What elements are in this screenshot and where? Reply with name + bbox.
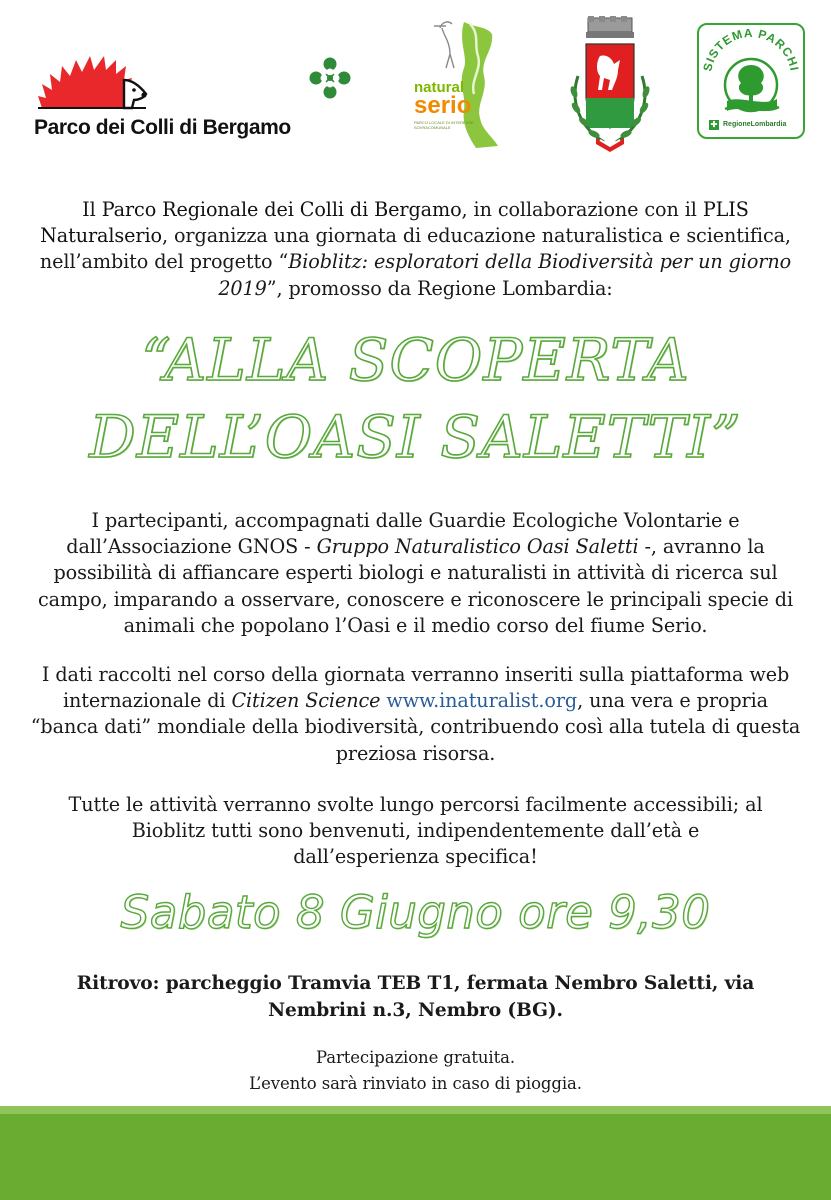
organizer-name: Parco Regionale dei Colli di Bergamo xyxy=(101,198,462,221)
intro-paragraph xyxy=(30,197,801,302)
event-date: Sabato 8 Giugno ore 9,30 xyxy=(120,886,711,939)
naturalserio-natural-text: natural xyxy=(414,79,465,96)
regione-lombardia-icon: ✚ xyxy=(710,120,718,129)
sistema-parchi-logo xyxy=(697,23,805,139)
event-title-line-2: DELL’OASI SALETTI” xyxy=(89,403,742,471)
body3-line-3: dall’esperienza specifica! xyxy=(293,845,538,869)
intro-text-3: , organizza una giornata di educazione naturalistica e scientifica, nell’ambito del progetto “ xyxy=(39,224,791,274)
intro-text-4: ”, promosso da Regione Lombardia: xyxy=(266,276,613,300)
naturalserio-logo xyxy=(406,20,504,150)
comune-crest-logo xyxy=(556,14,664,154)
hedgehog-icon xyxy=(36,50,156,112)
gnos-name: Gruppo Naturalistico Oasi Saletti xyxy=(316,535,639,559)
meeting-line-2: Nembrini n.3, Nembro (BG). xyxy=(268,1000,563,1021)
municipal-crest-icon xyxy=(556,14,664,154)
event-title-line-1: “ALLA SCOPERTA xyxy=(141,326,690,394)
body3-line-2: Bioblitz tutti sono benvenuti, indipendentemente dall’età e xyxy=(131,819,700,843)
naturalserio-serio-text: serio xyxy=(414,92,472,119)
sistema-region-text: RegioneLombardia xyxy=(723,121,787,128)
parco-name: Parco dei Colli di Bergamo xyxy=(34,116,291,139)
inaturalist-link[interactable]: www.inaturalist.org xyxy=(386,689,578,713)
data-paragraph xyxy=(30,662,801,767)
body2-text-a: I dati raccolti nel corso della giornata verranno inseriti sulla piattaforma web internazionale di xyxy=(41,663,790,713)
meeting-point xyxy=(30,970,801,1024)
bottom-band-highlight xyxy=(0,1106,831,1114)
intro-text-1: Il xyxy=(82,198,102,221)
body3-line-1: Tutte le attività verranno svolte lungo percorsi facilmente accessibili; al xyxy=(68,793,763,816)
meeting-line-1: Ritrovo: parcheggio Tramvia TEB T1, fermata Nembro Saletti, via xyxy=(76,973,755,994)
project-name: Bioblitz: esploratori della Biodiversità per un giorno 2019 xyxy=(218,250,792,300)
note-free: Partecipazione gratuita. xyxy=(315,1048,516,1067)
body1-text-a: I partecipanti, accompagnati dalle Guardie Ecologiche Volontarie e dall’Associazione GNOS - xyxy=(66,509,740,559)
body1-text-c: -, avranno la possibilità di affiancare esperti biologi e naturalisti in attività di ricerca sul campo, imparando a osservare, conoscere e riconoscere le principali specie di animali che popolano l’Oasi e il medio corso del fiume Serio. xyxy=(37,535,794,637)
body2-text-d: , una vera e propria “banca dati” mondiale della biodiversità, contribuendo così alla tutela di questa preziosa risorsa. xyxy=(30,689,801,765)
lombardy-logo xyxy=(306,54,354,102)
access-paragraph xyxy=(30,792,801,871)
naturalserio-subtitle: PARCO LOCALE DI INTERESSE SOVRACOMUNALE xyxy=(414,120,474,130)
bottom-green-band xyxy=(0,1106,831,1200)
sistema-arc-text: SISTEMA PARCHI xyxy=(700,25,802,73)
citizen-science-text: Citizen Science xyxy=(231,689,381,713)
partner-name: PLIS Naturalserio xyxy=(40,198,749,248)
note-rain: L’evento sarà rinviato in caso di pioggia. xyxy=(249,1074,582,1093)
participants-paragraph xyxy=(30,508,801,639)
intro-text-2: , in collaborazione con il xyxy=(461,198,703,221)
footer-notes xyxy=(30,1045,801,1097)
lombardy-rose-icon xyxy=(306,54,354,102)
